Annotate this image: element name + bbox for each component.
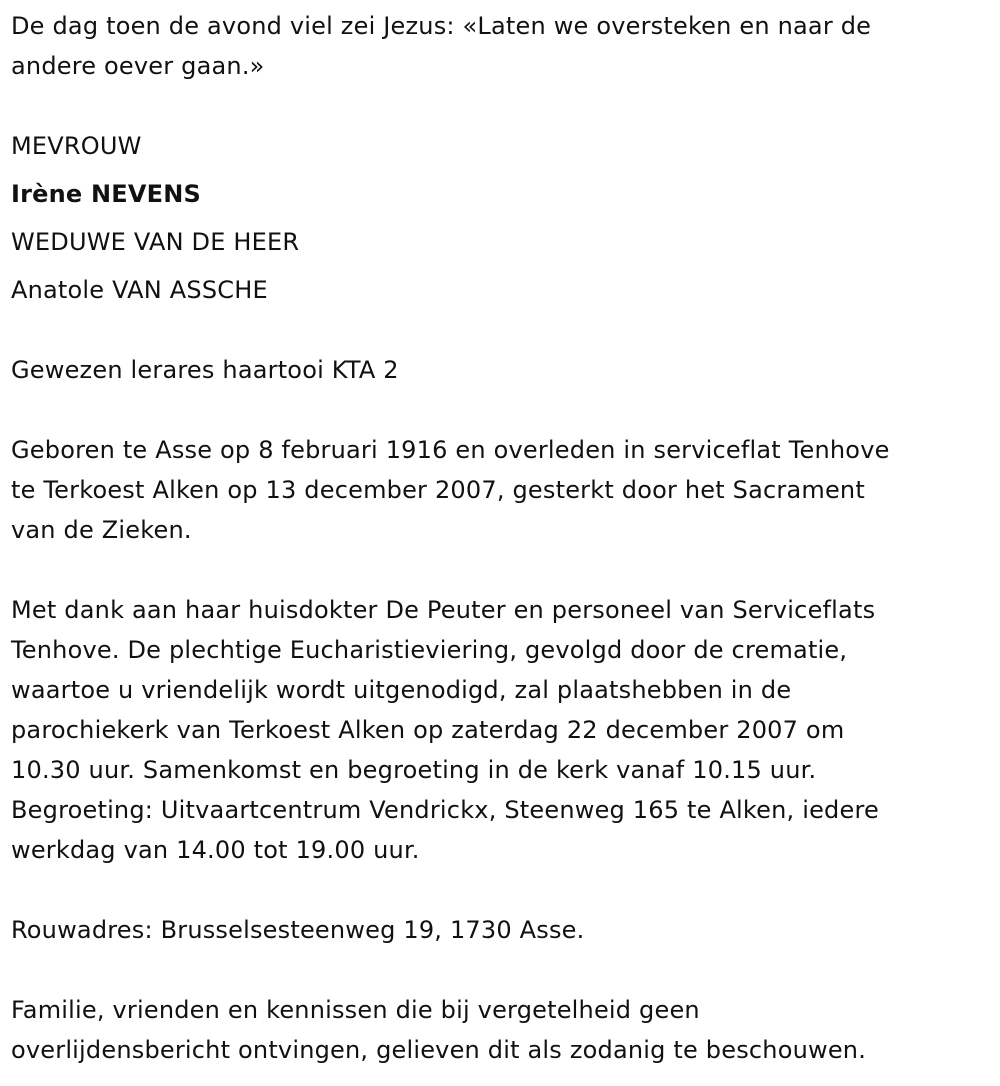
birth-death-line-3: van de Zieken. <box>11 516 192 544</box>
ceremony-line-1: Met dank aan haar huisdokter De Peuter en personeel van Serviceflats <box>11 596 876 624</box>
quote-line-1: De dag toen de avond viel zei Jezus: «Laten we oversteken en naar de <box>11 12 872 40</box>
ceremony-line-4: parochiekerk van Terkoest Alken op zaterdag 22 december 2007 om <box>11 716 845 744</box>
birth-death-line-1: Geboren te Asse op 8 februari 1916 en overleden in serviceflat Tenhove <box>11 436 890 464</box>
spouse-name: Anatole VAN ASSCHE <box>11 276 268 304</box>
ceremony-line-7: werkdag van 14.00 tot 19.00 uur. <box>11 836 420 864</box>
quote-line-2: andere oever gaan.» <box>11 52 265 80</box>
birth-death-line-2: te Terkoest Alken op 13 december 2007, gesterkt door het Sacrament <box>11 476 865 504</box>
deceased-name: Irène NEVENS <box>11 180 201 208</box>
closing-line-2: overlijdensbericht ontvingen, gelieven dit als zodanig te beschouwen. <box>11 1036 867 1064</box>
ceremony-line-2: Tenhove. De plechtige Eucharistieviering, gevolgd door de crematie, <box>11 636 848 664</box>
address-line: Rouwadres: Brusselsesteenweg 19, 1730 Asse. <box>11 916 585 944</box>
closing-line-1: Familie, vrienden en kennissen die bij vergetelheid geen <box>11 996 700 1024</box>
title-line: MEVROUW <box>11 132 142 160</box>
widow-line: WEDUWE VAN DE HEER <box>11 228 300 256</box>
ceremony-line-5: 10.30 uur. Samenkomst en begroeting in de kerk vanaf 10.15 uur. <box>11 756 817 784</box>
ceremony-line-3: waartoe u vriendelijk wordt uitgenodigd, zal plaatshebben in de <box>11 676 792 704</box>
occupation-line: Gewezen lerares haartooi KTA 2 <box>11 356 399 384</box>
ceremony-line-6: Begroeting: Uitvaartcentrum Vendrickx, Steenweg 165 te Alken, iedere <box>11 796 879 824</box>
